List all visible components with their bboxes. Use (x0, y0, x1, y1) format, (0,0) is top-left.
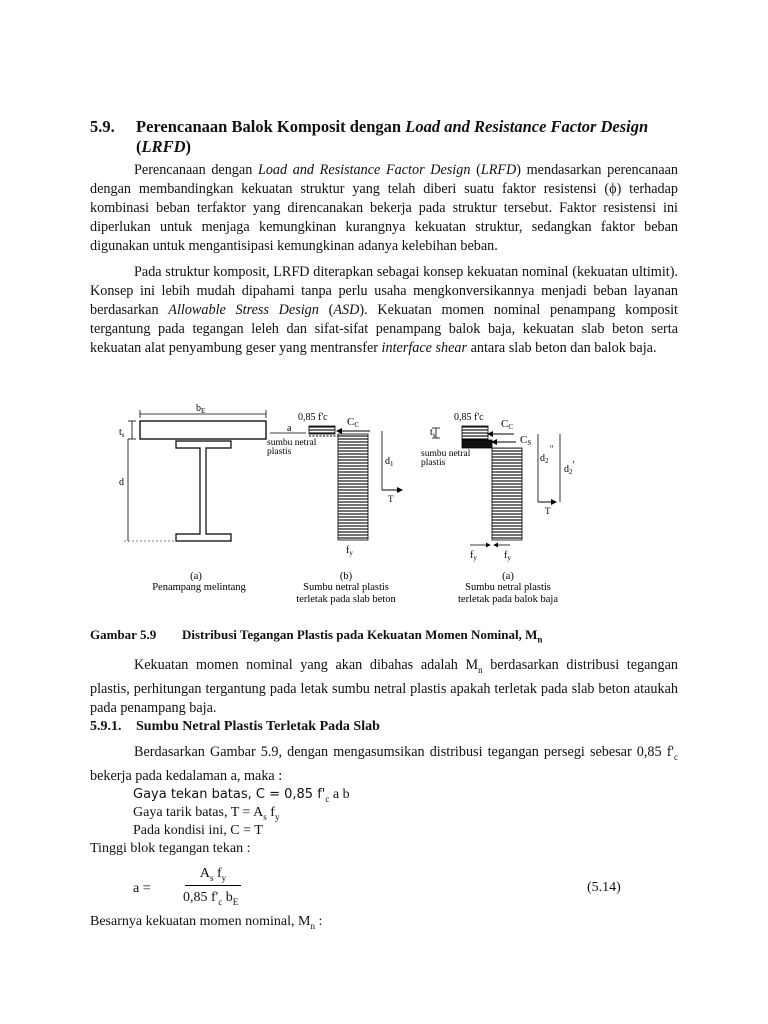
equation-tension: Gaya tarik batas, $T = A_s$ $f_y$ (133, 805, 280, 822)
equation-number: (5.14) (587, 880, 621, 895)
cross-section-diagram (124, 410, 266, 541)
equation-lhs: a = (133, 881, 151, 896)
svg-text:(a): (a) (502, 571, 514, 582)
svg-text:Sumbu netral plastis: Sumbu netral plastis (303, 582, 389, 593)
svg-text:Penampang melintang: Penampang melintang (152, 582, 246, 593)
svg-text:(b): (b) (339, 571, 353, 582)
svg-text:fy: $f_y$ (504, 550, 511, 562)
svg-text:ts: $t_s$ (430, 427, 436, 439)
svg-text:fy: $f_y$ (346, 545, 353, 557)
svg-text:terletak pada slab beton: terletak pada slab beton (296, 594, 396, 605)
svg-text:plastis: plastis (421, 458, 446, 468)
svg-text:T: T (388, 494, 394, 504)
figure-label: Gambar 5.9 (90, 627, 157, 642)
paragraph-4: Berdasarkan Gambar 5.9, dengan mengasumsikan distribusi tegangan persegi sebesar 0,85 $f'_c$ bekerja pada kedalaman a, maka : (90, 744, 678, 784)
svg-text:(a): (a) (190, 571, 202, 582)
svg-text:bE: $b_E$ (196, 403, 206, 415)
svg-text:sumbu netral: sumbu netral (421, 449, 471, 459)
svg-text:0,85 f'c: 0,85 f'c (454, 412, 484, 423)
svg-text:d: d (119, 477, 124, 488)
subsection-heading: 5.9.1. Sumbu Netral Plastis Terletak Pada Slab (90, 719, 380, 734)
section-title-abbr: LRFD (141, 137, 186, 156)
section-title-prefix: Perencanaan Balok Komposit dengan (136, 117, 406, 136)
equation-moment-intro: Besarnya kekuatan momen nominal, $M_n$ : (90, 914, 323, 931)
svg-text:a: a (287, 423, 292, 434)
svg-text:CS: CS (520, 434, 532, 447)
stress-diagram-steel (432, 426, 560, 545)
section-heading: 5.9. Perencanaan Balok Komposit dengan Load and Resistance Factor Design (LRFD) (90, 117, 649, 156)
fraction-bar (185, 885, 241, 886)
equation-intro: Tinggi blok tegangan tekan : (90, 841, 251, 856)
svg-text:d2': $d_2'$ (564, 460, 575, 476)
svg-text:ts: $t_s$ (119, 427, 125, 439)
figure-caption: Gambar 5.9 Distribusi Tegangan Plastis pada Kekuatan Momen Nominal, $M_n$ (90, 627, 543, 645)
paragraph-1: Perencanaan dengan Load and Resistance Factor Design (LRFD) mendasarkan perencanaan dengan membandingkan kekuatan struktur yang telah diberi suatu faktor resistensi (ϕ) terhadap kombinasi beban terfaktor yang direncanakan bekerja pada struktur tersebut. Faktor resistensi ini diperlukan untuk menjaga kemungkinan kurangnya kekuatan struktur, sedangkan faktor beban digunakan untuk mengantisipasi kemungkinan adanya kelebihan beban. (90, 162, 679, 254)
equation-compression: Gaya tekan batas, C = 0,85 $f'_c$ a b (133, 787, 350, 804)
svg-text:T: T (545, 506, 551, 516)
svg-text:fy: $f_y$ (470, 550, 477, 562)
svg-text:terletak pada balok baja: terletak pada balok baja (458, 594, 558, 605)
svg-text:0,85 f'c: 0,85 f'c (298, 412, 328, 423)
paragraph-2: Pada struktur komposit, LRFD diterapkan sebagai konsep kekuatan nominal (kekuatan ultimit). Konsep ini lebih mudah dipahami tanpa perlu usaha mengkonversikannya menjadi beban layanan berdasarkan Allowable Stress Design (ASD). Kekuatan momen nominal penampang komposit tergantung pada tegangan leleh dan sifat-sifat penampang balok baja, kekuatan slab beton serta kekuatan alat penyambung geser yang mentransfer interface shear antara slab beton dan balok baja. (90, 264, 678, 356)
section-number: 5.9. (90, 117, 115, 136)
svg-text:'': '' (550, 444, 554, 454)
svg-text:d2: $d_2$ (540, 453, 549, 465)
figure-plastic-stress (0, 390, 768, 615)
svg-text:Sumbu netral plastis: Sumbu netral plastis (465, 582, 551, 593)
svg-text:plastis: plastis (267, 447, 292, 457)
fraction-numerator: $A_s$ $f_y$ (199, 866, 227, 883)
equation-equilibrium: Pada kondisi ini, C = T (133, 823, 263, 838)
section-title-italic: Load and Resistance Factor Design (405, 117, 649, 136)
svg-text:CC: CC (501, 418, 514, 431)
svg-text:sumbu netral: sumbu netral (267, 438, 317, 448)
paragraph-3: Kekuatan momen nominal yang akan dibahas adalah $M_n$ berdasarkan distribusi tegangan plastis, perhitungan tergantung pada letak sumbu netral plastis apakah terletak pada slab beton ataukah pada penampang baja. (90, 657, 678, 716)
svg-text:CC: CC (347, 416, 360, 429)
svg-text:d1: $d_1$ (385, 456, 394, 468)
fraction-denominator: 0,85 $f'_c$ $b_E$ (183, 890, 239, 907)
